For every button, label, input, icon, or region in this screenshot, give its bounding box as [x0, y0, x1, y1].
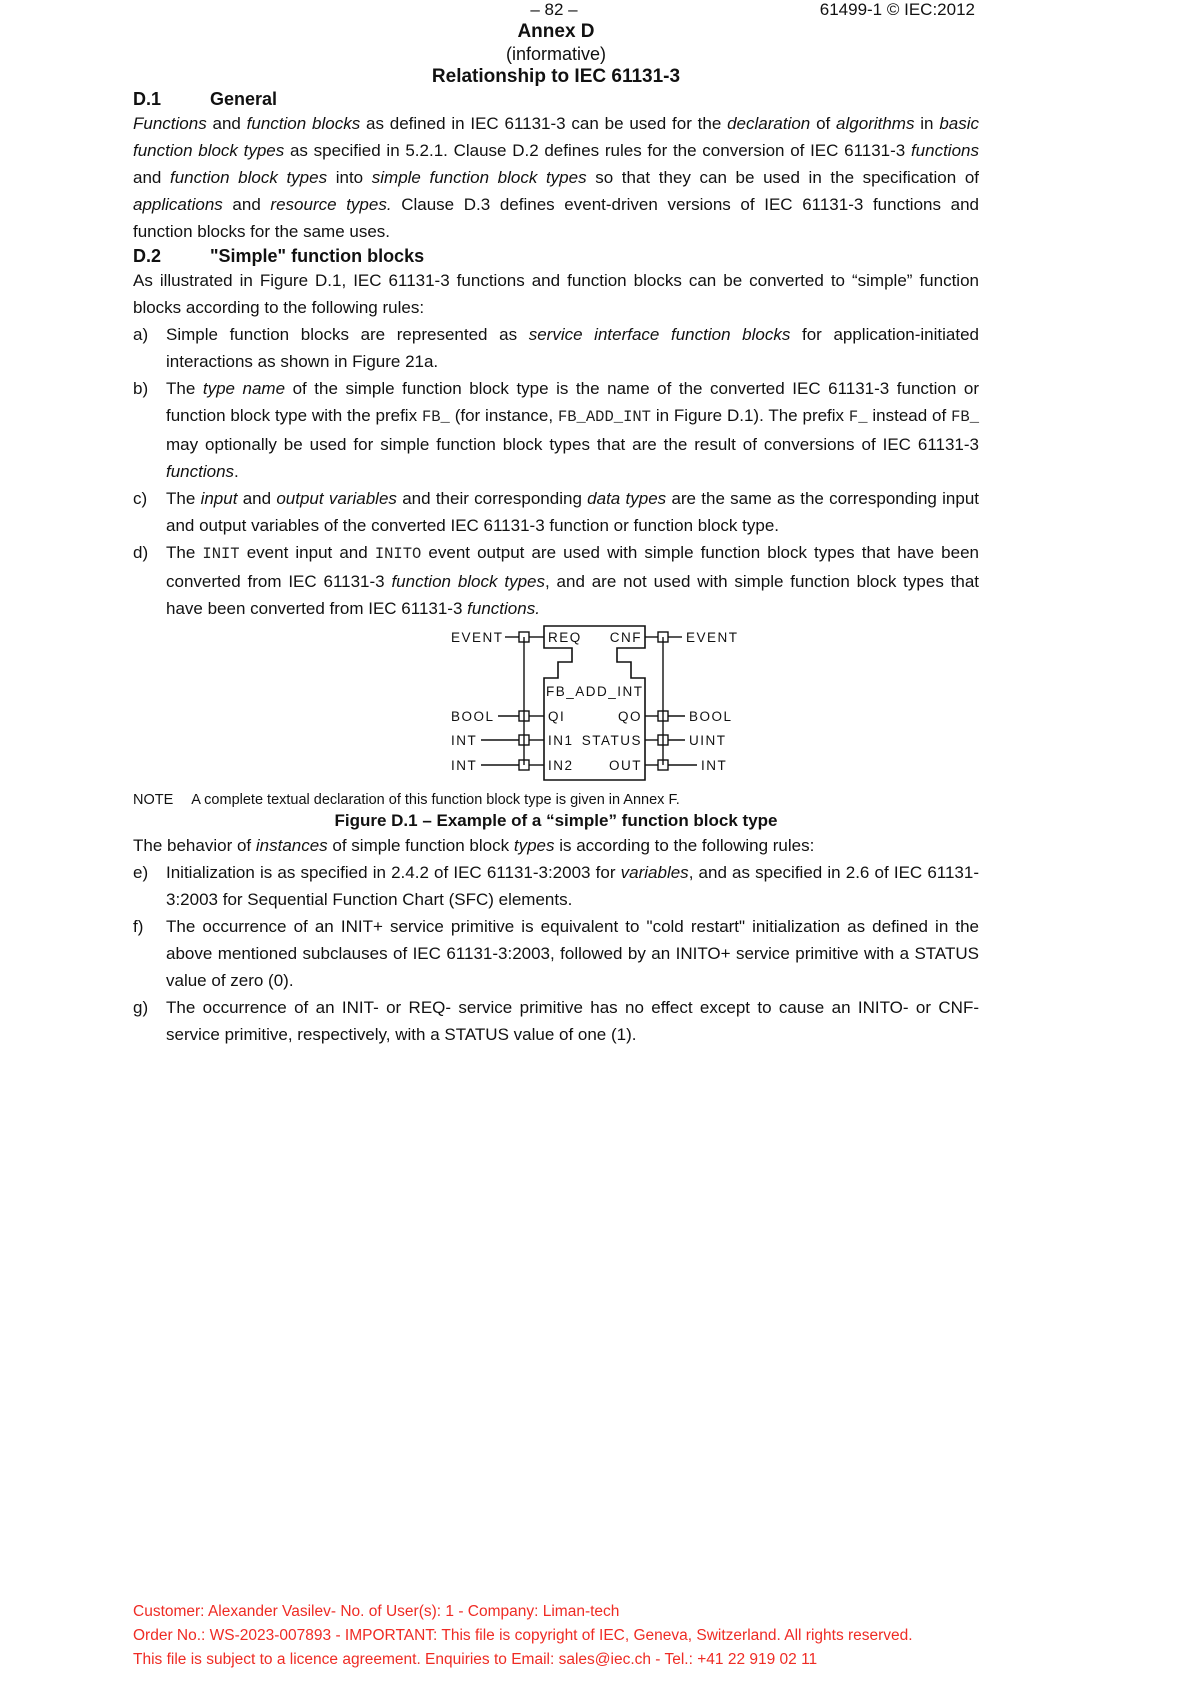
list-item-a: [133, 321, 979, 375]
section-number: D.2: [133, 246, 162, 266]
paragraph-behavior: The behavior of instances of simple function block types is according to the following rules:: [133, 836, 815, 855]
paragraph-d1: Functions and function blocks as defined in IEC 61131-3 can be used for the declaration of algorithms in basic function block types as specified in 5.2.1. Clause D.2 defines rules for the conversion of IEC 61131-3 functions and function block types into simple function block types so that they can be used in the specification of applications and resource types. Clause D.3 defines event-driven versions of IEC 61131-3 functions and function blocks for the same uses.: [133, 114, 979, 241]
paragraph-d2-intro: As illustrated in Figure D.1, IEC 61131-3 functions and function blocks can be converted to “simple” function blocks according to the following rules:: [133, 271, 979, 317]
data-output-type-label: UINT: [689, 733, 727, 748]
section-title: "Simple" function blocks: [210, 246, 425, 266]
license-watermark: [133, 1600, 913, 1672]
event-input-type-label: EVENT: [451, 630, 504, 645]
watermark-line-customer: Customer: Alexander Vasilev- No. of User(s): 1 - Company: Liman-tech: [133, 1603, 620, 1620]
data-input-type-label: INT: [451, 733, 478, 748]
list-marker: a): [133, 325, 149, 344]
list-item-g: [133, 994, 979, 1048]
list-marker: g): [133, 998, 149, 1017]
list-item-c: [133, 485, 979, 539]
figure-note: [133, 791, 979, 810]
list-item-text: The INIT event input and INITO event output are used with simple function block types that have been converted from IEC 61131-3 function block types, and are not used with simple function block types that have been converted from IEC 61131-3 functions.: [166, 543, 980, 618]
function-block-outline: [544, 626, 645, 780]
list-item-b: [133, 375, 979, 485]
data-input-port: IN2: [548, 758, 574, 773]
list-item-text: Initialization is as specified in 2.4.2 of IEC 61131-3:2003 for variables, and as specified in 2.6 of IEC 61131-3:2003 for Sequential Function Chart (SFC) elements.: [166, 863, 980, 909]
page-header: [133, 0, 979, 20]
note-label: NOTE: [133, 792, 174, 808]
list-marker: e): [133, 863, 149, 882]
data-input-port: QI: [548, 709, 566, 724]
watermark-line-licence: This file is subject to a licence agreement. Enquiries to Email: sales@iec.ch - Tel.: +41 22 919 02 11: [133, 1651, 818, 1668]
note-text: A complete textual declaration of this function block type is given in Annex F.: [191, 792, 680, 808]
function-block-diagram: [439, 622, 759, 786]
event-output-port: CNF: [609, 630, 642, 645]
list-marker: f): [133, 917, 144, 936]
list-item-text: The occurrence of an INIT- or REQ- service primitive has no effect except to cause an INITO- or CNF-service primitive, respectively, with a STATUS value of one (1).: [166, 998, 979, 1044]
annex-heading: Relationship to IEC 61131-3: [431, 66, 681, 87]
list-item-e: [133, 859, 979, 913]
annex-title: Annex D: [517, 21, 595, 42]
data-input-type-label: INT: [451, 758, 478, 773]
annex-subtitle: (informative): [505, 44, 607, 64]
list-item-text: Simple function blocks are represented as service interface function blocks for application-initiated interactions as shown in Figure 21a.: [166, 325, 979, 371]
event-input-port: REQ: [548, 630, 582, 645]
data-output-port: OUT: [609, 758, 642, 773]
list-item-text: The input and output variables and their corresponding data types are the same as the corresponding input and output variables of the converted IEC 61131-3 function or function block type.: [166, 489, 980, 535]
list-marker: d): [133, 543, 149, 562]
list-marker: c): [133, 489, 148, 508]
list-item-text: The occurrence of an INIT+ service primitive is equivalent to "cold restart" initialization as defined in the above mentioned subclauses of IEC 61131-3:2003, followed by an INITO+ service primitive with a STATUS value of zero (0).: [166, 917, 979, 990]
figure-caption: Figure D.1 – Example of a “simple” function block type: [334, 811, 778, 830]
data-input-port: IN1: [548, 733, 574, 748]
fb-type-name: FB_ADD_INT: [546, 684, 644, 699]
data-output-port: QO: [617, 709, 642, 724]
list-item-f: [133, 913, 979, 994]
event-output-type-label: EVENT: [686, 630, 739, 645]
data-input-type-label: BOOL: [451, 709, 495, 724]
figure-d1: [133, 622, 979, 791]
watermark-line-order: Order No.: WS-2023-007893 - IMPORTANT: This file is copyright of IEC, Geneva, Switzerland. All rights reserved.: [133, 1627, 913, 1644]
list-item-d: [133, 539, 979, 622]
list-marker: b): [133, 379, 149, 398]
data-output-type-label: BOOL: [689, 709, 733, 724]
section-title: General: [210, 89, 278, 109]
data-output-port: STATUS: [581, 733, 642, 748]
data-output-type-label: INT: [701, 758, 728, 773]
document-reference: 61499-1 © IEC:2012: [819, 0, 975, 19]
page-number: – 82 –: [530, 0, 578, 19]
section-number: D.1: [133, 89, 162, 109]
section-heading-d1: [133, 88, 979, 110]
list-item-text: The type name of the simple function block type is the name of the converted IEC 61131-3 function or function block type with the prefix FB_ (for instance, FB_ADD_INT in Figure D.1). The prefix F_ instead of FB_ may optionally be used for simple function block types that are the result of conversions of IEC 61131-3 functions.: [166, 379, 979, 481]
section-heading-d2: [133, 245, 979, 267]
